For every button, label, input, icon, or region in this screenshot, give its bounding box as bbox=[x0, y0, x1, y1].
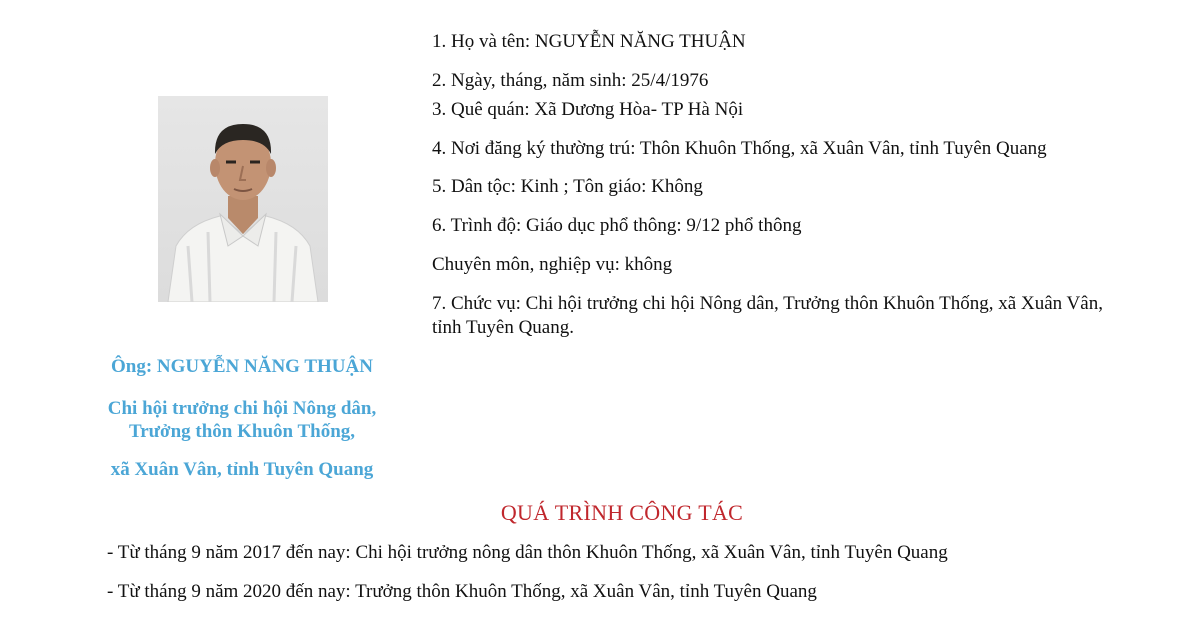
work-history-item: - Từ tháng 9 năm 2020 đến nay: Trưởng thôn Khuôn Thống, xã Xuân Vân, tỉnh Tuyên Quang bbox=[107, 581, 817, 602]
caption-name: Ông: NGUYỄN NĂNG THUẬN bbox=[111, 356, 373, 377]
caption-role-line-2: Trưởng thôn Khuôn Thống, bbox=[128, 421, 356, 442]
info-position: 7. Chức vụ: Chi hội trưởng chi hội Nông dân, Trưởng thôn Khuôn Thống, xã Xuân Vân, tỉnh Tuyên Quang. bbox=[432, 293, 1103, 338]
info-ethnicity-religion: 5. Dân tộc: Kinh ; Tôn giáo: Không bbox=[432, 176, 703, 197]
work-history-item: - Từ tháng 9 năm 2017 đến nay: Chi hội trưởng nông dân thôn Khuôn Thống, xã Xuân Vân, tỉnh Tuyên Quang bbox=[107, 542, 948, 563]
info-name: 1. Họ và tên: NGUYỄN NĂNG THUẬN bbox=[432, 31, 746, 52]
info-residence: 4. Nơi đăng ký thường trú: Thôn Khuôn Thống, xã Xuân Vân, tỉnh Tuyên Quang bbox=[432, 138, 1047, 159]
info-specialty: Chuyên môn, nghiệp vụ: không bbox=[432, 254, 673, 275]
info-dob: 2. Ngày, tháng, năm sinh: 25/4/1976 bbox=[432, 70, 709, 91]
info-hometown: 3. Quê quán: Xã Dương Hòa- TP Hà Nội bbox=[432, 99, 744, 120]
caption-role-line-3: xã Xuân Vân, tỉnh Tuyên Quang bbox=[110, 459, 374, 480]
caption-role-line-1: Chi hội trưởng chi hội Nông dân, bbox=[107, 398, 377, 419]
info-education: 6. Trình độ: Giáo dục phổ thông: 9/12 phổ thông bbox=[432, 215, 802, 236]
portrait-photo bbox=[158, 96, 328, 302]
work-history-title: QUÁ TRÌNH CÔNG TÁC bbox=[500, 500, 744, 525]
